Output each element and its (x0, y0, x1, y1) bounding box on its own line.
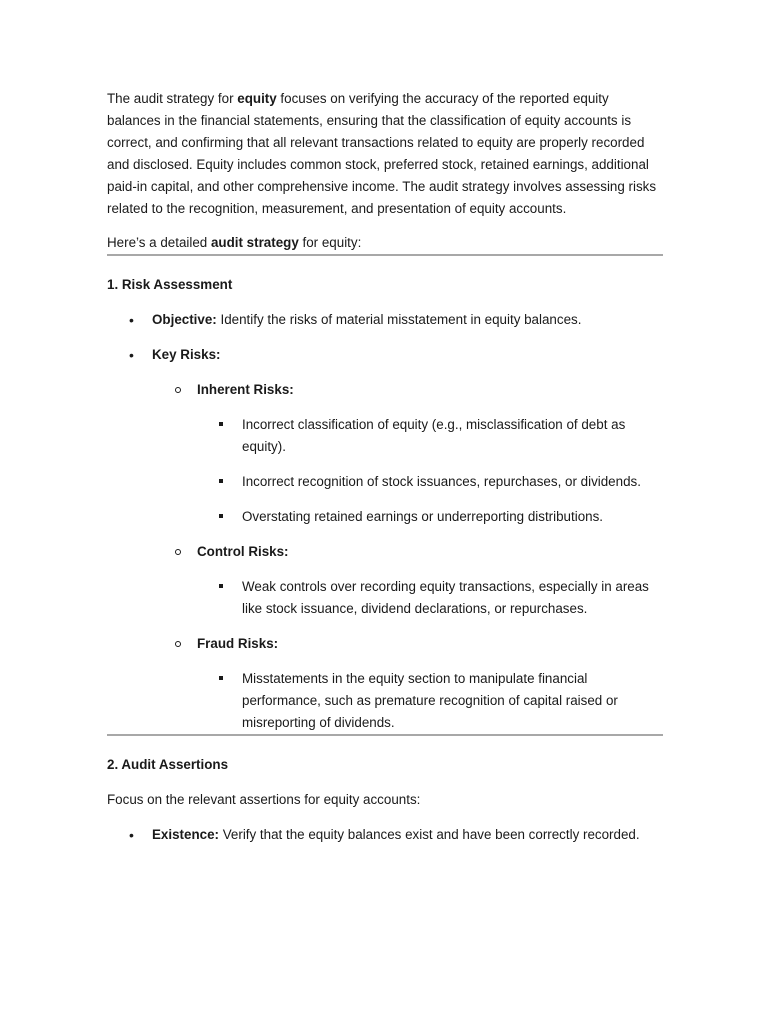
list-item-inherent-risks (152, 379, 663, 528)
section-heading-risk-assessment: 1. Risk Assessment (107, 277, 233, 292)
list-item: Incorrect recognition of stock issuances, repurchases, or dividends. (197, 471, 663, 493)
list-item: Overstating retained earnings or underreporting distributions. (197, 506, 663, 528)
control-risks-list (197, 576, 663, 620)
key-risks-label: Key Risks: (152, 347, 221, 362)
list-item: Incorrect classification of equity (e.g., misclassification of debt as equity). (197, 414, 663, 458)
section-divider-2 (107, 734, 663, 736)
section-divider-1 (107, 254, 663, 256)
inherent-risks-label: Inherent Risks: (197, 382, 294, 397)
audit-assertions-list (107, 824, 663, 846)
list-item-key-risks (107, 344, 663, 734)
existence-text: Verify that the equity balances exist and have been correctly recorded. (219, 827, 640, 842)
list-item: Weak controls over recording equity transactions, especially in areas like stock issuance, dividend declarations, or repurchases. (197, 576, 663, 620)
intro-text-1: The audit strategy for (107, 91, 238, 106)
lead-text-2: for equity: (298, 235, 362, 250)
intro-text-2: focuses on verifying the accuracy of the reported equity balances in the financial statements, ensuring that the classification of equity accounts is correct, and confirming that all relevant transactions related to equity are properly recorded and disclosed. Equity includes common stock, preferred stock, retained earnings, additional paid-in capital, and other comprehensive income. The audit strategy involves assessing risks related to the recognition, measurement, and presentation of equity accounts. (107, 91, 657, 216)
document-page (107, 88, 663, 846)
fraud-risks-list (197, 668, 663, 734)
control-risks-label: Control Risks: (197, 544, 289, 559)
list-item-fraud-risks (152, 633, 663, 734)
audit-assertions-intro: Focus on the relevant assertions for equity accounts: (107, 792, 421, 807)
list-item-control-risks (152, 541, 663, 620)
inherent-risks-list (197, 414, 663, 528)
existence-label: Existence: (152, 827, 219, 842)
intro-paragraph (107, 88, 663, 220)
risk-assessment-list (107, 309, 663, 734)
fraud-risks-label: Fraud Risks: (197, 636, 279, 651)
key-risks-sublist (152, 379, 663, 734)
section-heading-audit-assertions: 2. Audit Assertions (107, 757, 229, 772)
list-item: Misstatements in the equity section to manipulate financial performance, such as premature recognition of capital raised or misreporting of dividends. (197, 668, 663, 734)
lead-bold: audit strategy (210, 235, 299, 250)
lead-text-1: Here’s a detailed (107, 235, 211, 250)
objective-text: Identify the risks of material misstatement in equity balances. (216, 312, 582, 327)
lead-paragraph (107, 232, 663, 254)
list-item-objective (107, 309, 663, 331)
intro-bold-equity: equity (237, 91, 277, 106)
objective-label: Objective: (152, 312, 217, 327)
list-item-existence (107, 824, 663, 846)
